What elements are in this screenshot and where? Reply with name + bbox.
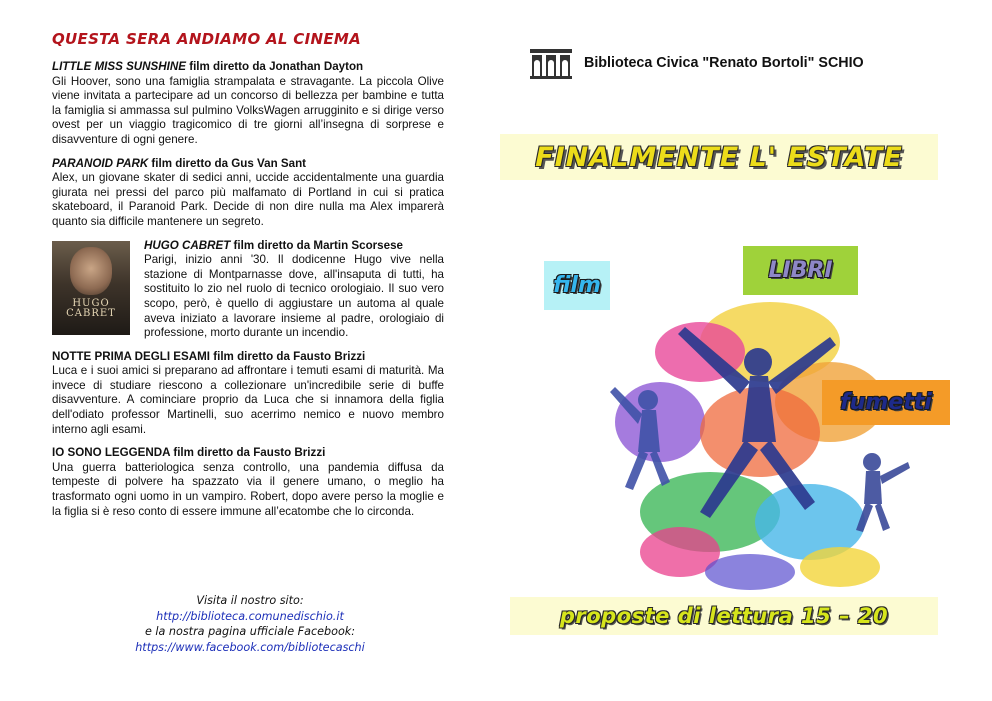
film-description: Luca e i suoi amici si preparano ad affrontare i temuti esami di maturità. Ma invece di studiare riescono a collezionare un'incredibile serie di buffe disavventure. A cominciare proprio da Luca che si innamora della figlia dell'odiato professor Martinelli, suo acerrimo nemico e nuovo membro interno agli esami.	[52, 364, 444, 436]
film-entry-paranoid-park	[52, 157, 444, 230]
film-title: IO SONO LEGGENDA	[52, 446, 171, 460]
facebook-link[interactable]: https://www.facebook.com/bibliotecaschi	[135, 640, 365, 654]
film-entry-little-miss-sunshine	[52, 60, 444, 148]
reading-proposals-footer: proposte di lettura 15 – 20	[510, 597, 938, 635]
film-text-block	[144, 239, 444, 341]
film-entry-notte-prima-degli-esami	[52, 350, 444, 438]
film-title: LITTLE MISS SUNSHINE	[52, 60, 186, 73]
film-entry-hugo-cabret	[52, 239, 444, 341]
film-byline: film diretto da Fausto Brizzi	[210, 349, 366, 363]
section-title: QUESTA SERA ANDIAMO AL CINEMA	[52, 30, 362, 48]
film-byline: film diretto da Jonathan Dayton	[185, 60, 364, 73]
library-header	[528, 47, 864, 79]
libri-tag: LIBRI	[743, 246, 858, 295]
film-byline: film diretto da Martin Scorsese	[230, 238, 403, 252]
film-heading	[144, 239, 403, 252]
film-byline: film diretto da Gus Van Sant	[148, 156, 307, 170]
film-description: Una guerra batteriologica senza controllo, una pandemia diffusa da tempeste di polvere ha spazzato via il genere umano, o meglio ha trasformato ogni uomo in un vampiro. Robert, dopo avere perso la moglie e la figlia si è reso conto di essere immune all’ecatombe che lo circonda.	[52, 460, 444, 518]
film-heading	[52, 157, 306, 170]
film-description: Gli Hoover, sono una famiglia strampalata e stravagante. La piccola Olive viene invitata a partecipare ad un concorso di bellezza per bambine e tutta la famiglia si ammassa sul pulmino VolksWagen arrugginito e si dirige verso ovest per un viaggio tragicomico di tre giorni all’insegna di sorprese e disavventure di ogni genere.	[52, 74, 444, 146]
film-title: NOTTE PRIMA DEGLI ESAMI	[52, 349, 211, 363]
film-tag: film	[544, 261, 610, 310]
film-title: HUGO CABRET	[144, 238, 231, 252]
right-panel	[500, 0, 970, 701]
fumetti-tag: fumetti	[822, 380, 950, 425]
left-panel	[52, 30, 444, 528]
poster-title: HUGO CABRET	[66, 297, 116, 319]
library-name: Biblioteca Civica "Renato Bortoli" SCHIO	[584, 55, 864, 71]
film-description: Alex, un giovane skater di sedici anni, uccide accidentalmente una guardia giurata nei pressi del parco più malfamato di Portland in cui si pratica skateboard, il Paranoid Park. Decide di non dire nulla ma Alex imparerà quanto sia difficile mantenere un segreto.	[52, 171, 444, 228]
visit-line-facebook: e la nostra pagina ufficiale Facebook:	[144, 625, 356, 639]
film-byline: film diretto da Fausto Brizzi	[170, 446, 326, 460]
film-entry-io-sono-leggenda	[52, 446, 444, 519]
website-link[interactable]: http://biblioteca.comunedischio.it	[156, 609, 344, 623]
library-building-icon	[528, 47, 574, 79]
film-description: Parigi, inizio anni '30. Il dodicenne Hugo vive nella stazione di Montparnasse dove, all'insaputa di tutti, ha sostituito lo zio nel ruolo di tecnico orologiaio. Il suo vero scopo, però, è quello di aggiustare un automa al quale aveva iniziato a lavorare insieme al padre, orologiaio di professione, morto durante un incendio.	[144, 253, 444, 340]
film-heading	[52, 350, 365, 363]
hugo-cabret-poster	[52, 241, 130, 335]
children-paint-splash-illustration	[590, 282, 920, 592]
summer-banner: FINALMENTE L' ESTATE	[500, 134, 938, 180]
film-title: PARANOID PARK	[52, 156, 149, 170]
film-heading	[52, 60, 363, 73]
poster-face	[70, 247, 112, 295]
visit-box	[100, 593, 400, 655]
film-heading	[52, 446, 325, 459]
visit-line-site: Visita il nostro sito:	[196, 594, 304, 607]
